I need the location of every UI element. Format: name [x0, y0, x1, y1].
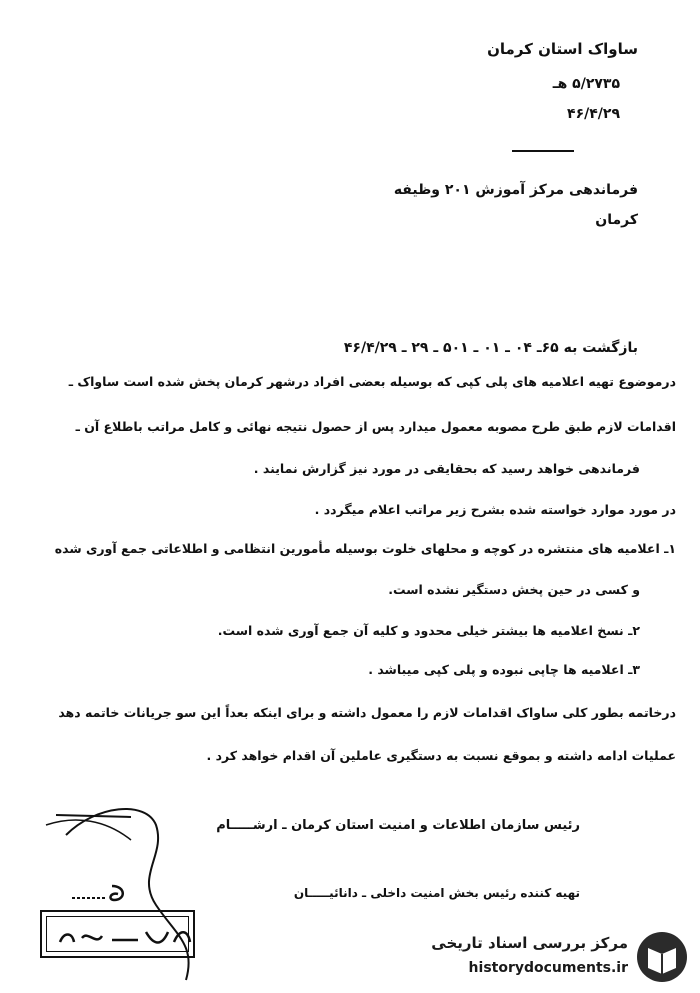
body-line: و کسی در حین پخش دستگیر نشده است.: [388, 582, 640, 597]
letter-date: ۴۶/۴/۲۹: [567, 106, 620, 122]
reference-line: بازگشت به ۶۵ـ ۰۴ ـ ۰۱ ـ ۵۰۱ ـ ۲۹ ـ ۴۶/۴/۲۹: [343, 340, 638, 356]
body-line: اقدامات لازم طبق طرح مصوبه معمول میدارد پس از حصول نتیجه نهائی و کامل مراتب باطلاع آن ـ: [75, 419, 676, 434]
body-line: ۲ـ نسخ اعلامیه ها بیشتر خیلی محدود و کلیه آن جمع آوری شده است.: [217, 623, 640, 638]
stamp-lettering-icon: [42, 912, 197, 960]
handwritten-mark-icon: [70, 880, 130, 906]
recipient-line: فرماندهی مرکز آموزش ۲۰۱ وظیفه: [393, 182, 638, 198]
watermark-url: historydocuments.ir: [468, 960, 628, 976]
header-divider: [512, 150, 574, 152]
body-line: در مورد موارد خواسته شده بشرح زیر مراتب اعلام میگردد .: [314, 502, 676, 517]
body-line: درموضوع تهیه اعلامیه های پلی کپی که بوسیله بعضی افراد درشهر کرمان پخش شده است ساواک ـ: [68, 374, 676, 389]
body-line: ۳ـ اعلامیه ها چاپی نبوده و پلی کپی میباشد .: [368, 662, 640, 677]
watermark-logo: [410, 928, 690, 986]
signatory-preparer: تهیه کننده رئیس بخش امنیت داخلی ـ دانائیـــــان: [293, 886, 580, 900]
watermark-title: مرکز بررسی اسناد تاریخی: [431, 934, 628, 952]
body-line: عملیات ادامه داشته و بموقع نسبت به دستگیری عاملین آن اقدام خواهد کرد .: [206, 748, 676, 763]
book-icon: [634, 930, 690, 984]
organization-heading: ساواک استان کرمان: [487, 40, 638, 58]
recipient-city: کرمان: [595, 212, 638, 228]
body-line: ۱ـ اعلامیه های منتشره در کوچه و محلهای خلوت بوسیله مأمورین انتظامی و اطلاعاتی جمع آوری شده: [54, 541, 676, 556]
body-line: درخاتمه بطور کلی ساواک اقدامات لازم را معمول داشته و برای اینکه بعداً این سو جریانات خاتمه دهد: [58, 705, 676, 720]
letter-number: ۵/۲۷۳۵ هـ: [552, 76, 620, 92]
body-line: فرماندهی خواهد رسید که بحقایقی در مورد نیز گزارش نمایند .: [253, 461, 640, 476]
urgency-stamp: [40, 910, 195, 958]
signatory-chief: رئیس سازمان اطلاعات و امنیت استان کرمان ـ ارشـــــام: [216, 818, 580, 833]
